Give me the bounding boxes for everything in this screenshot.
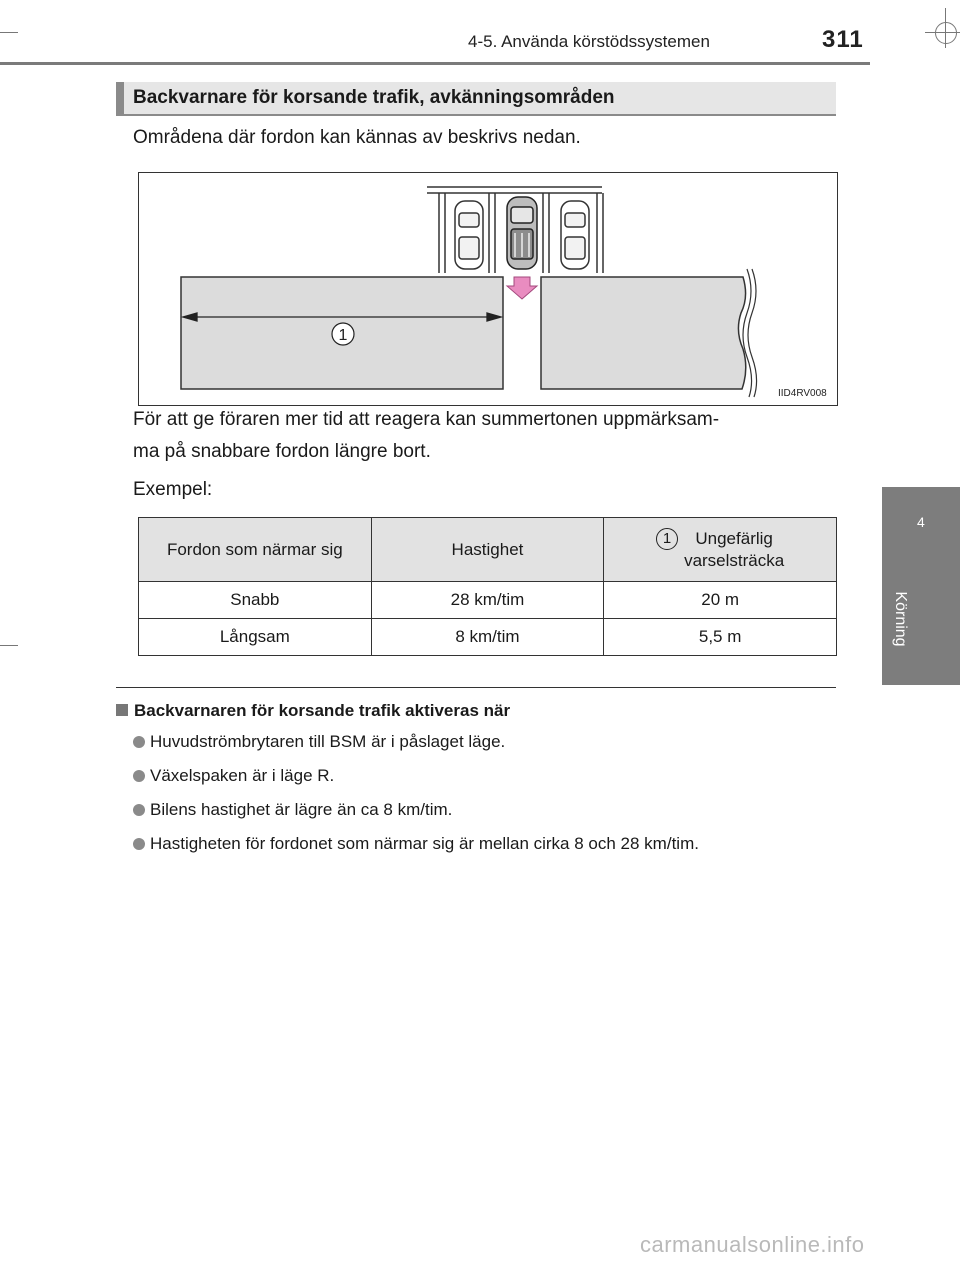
bullet-dot-icon: [133, 838, 145, 850]
header-vehicle: Fordon som närmar sig: [139, 518, 372, 582]
crop-mark: [935, 22, 957, 44]
section-title: Backvarnare för korsande trafik, avkänningsområden: [133, 87, 615, 108]
table-row: [139, 619, 837, 656]
bullet-dot-icon: [133, 770, 145, 782]
callout-number: 1: [656, 528, 678, 550]
table-cell: 5,5 m: [604, 619, 837, 656]
bullet-dot-icon: [133, 736, 145, 748]
speed-distance-table: [138, 517, 837, 656]
parked-car-icon: [561, 201, 589, 269]
paragraph-line-1: För att ge föraren mer tid att reagera kan summertonen uppmärksam-: [133, 409, 720, 430]
page-number: 311: [822, 26, 864, 53]
parked-car-icon: [455, 201, 483, 269]
figure-code: IID4RV008: [778, 388, 827, 399]
reverse-arrow-icon: [507, 277, 537, 299]
activation-heading: [116, 701, 510, 721]
own-car-icon: [507, 197, 537, 269]
section-divider: [116, 687, 836, 688]
section-banner-bar: [116, 82, 124, 116]
bullet-dot-icon: [133, 804, 145, 816]
list-item-text: Huvudströmbrytaren till BSM är i påslaget läge.: [150, 732, 506, 751]
header-distance-line-1: Ungefärlig: [695, 528, 773, 548]
detection-area-diagram: [139, 173, 837, 405]
list-item-text: Hastigheten för fordonet som närmar sig är mellan cirka 8 och 28 km/tim.: [150, 834, 699, 853]
detection-zone-right: [541, 277, 746, 389]
list-item: [133, 766, 334, 786]
section-path: 4-5. Använda körstödssystemen: [468, 32, 710, 51]
table-cell: 20 m: [604, 582, 837, 619]
header-distance-line-2: varselsträcka: [684, 550, 785, 570]
header-rule: [0, 62, 870, 65]
crop-mark: [0, 32, 18, 33]
header-speed: Hastighet: [371, 518, 604, 582]
table-cell: 28 km/tim: [371, 582, 604, 619]
table-cell: 8 km/tim: [371, 619, 604, 656]
paragraph-line-2: ma på snabbare fordon längre bort.: [133, 441, 431, 462]
detection-area-figure: [138, 172, 838, 406]
table-header-row: [139, 518, 837, 582]
table-cell: Snabb: [139, 582, 372, 619]
list-item-text: Bilens hastighet är lägre än ca 8 km/tim.: [150, 800, 453, 819]
watermark: carmanualsonline.info: [640, 1232, 865, 1257]
chapter-label: Körning: [892, 591, 909, 647]
example-label: Exempel:: [133, 479, 213, 500]
table-cell: Långsam: [139, 619, 372, 656]
header-distance: [604, 518, 837, 582]
activation-heading-text: Backvarnaren för korsande trafik aktiveras när: [134, 701, 511, 720]
crop-mark: [0, 645, 18, 646]
table-row: [139, 582, 837, 619]
square-bullet-icon: [116, 704, 128, 716]
list-item-text: Växelspaken är i läge R.: [150, 766, 335, 785]
list-item: [133, 800, 452, 820]
intro-text: Områdena där fordon kan kännas av beskrivs nedan.: [133, 127, 581, 148]
list-item: [133, 834, 699, 854]
chapter-number: 4: [917, 514, 925, 530]
list-item: [133, 732, 505, 752]
callout-number: 1: [338, 327, 348, 344]
